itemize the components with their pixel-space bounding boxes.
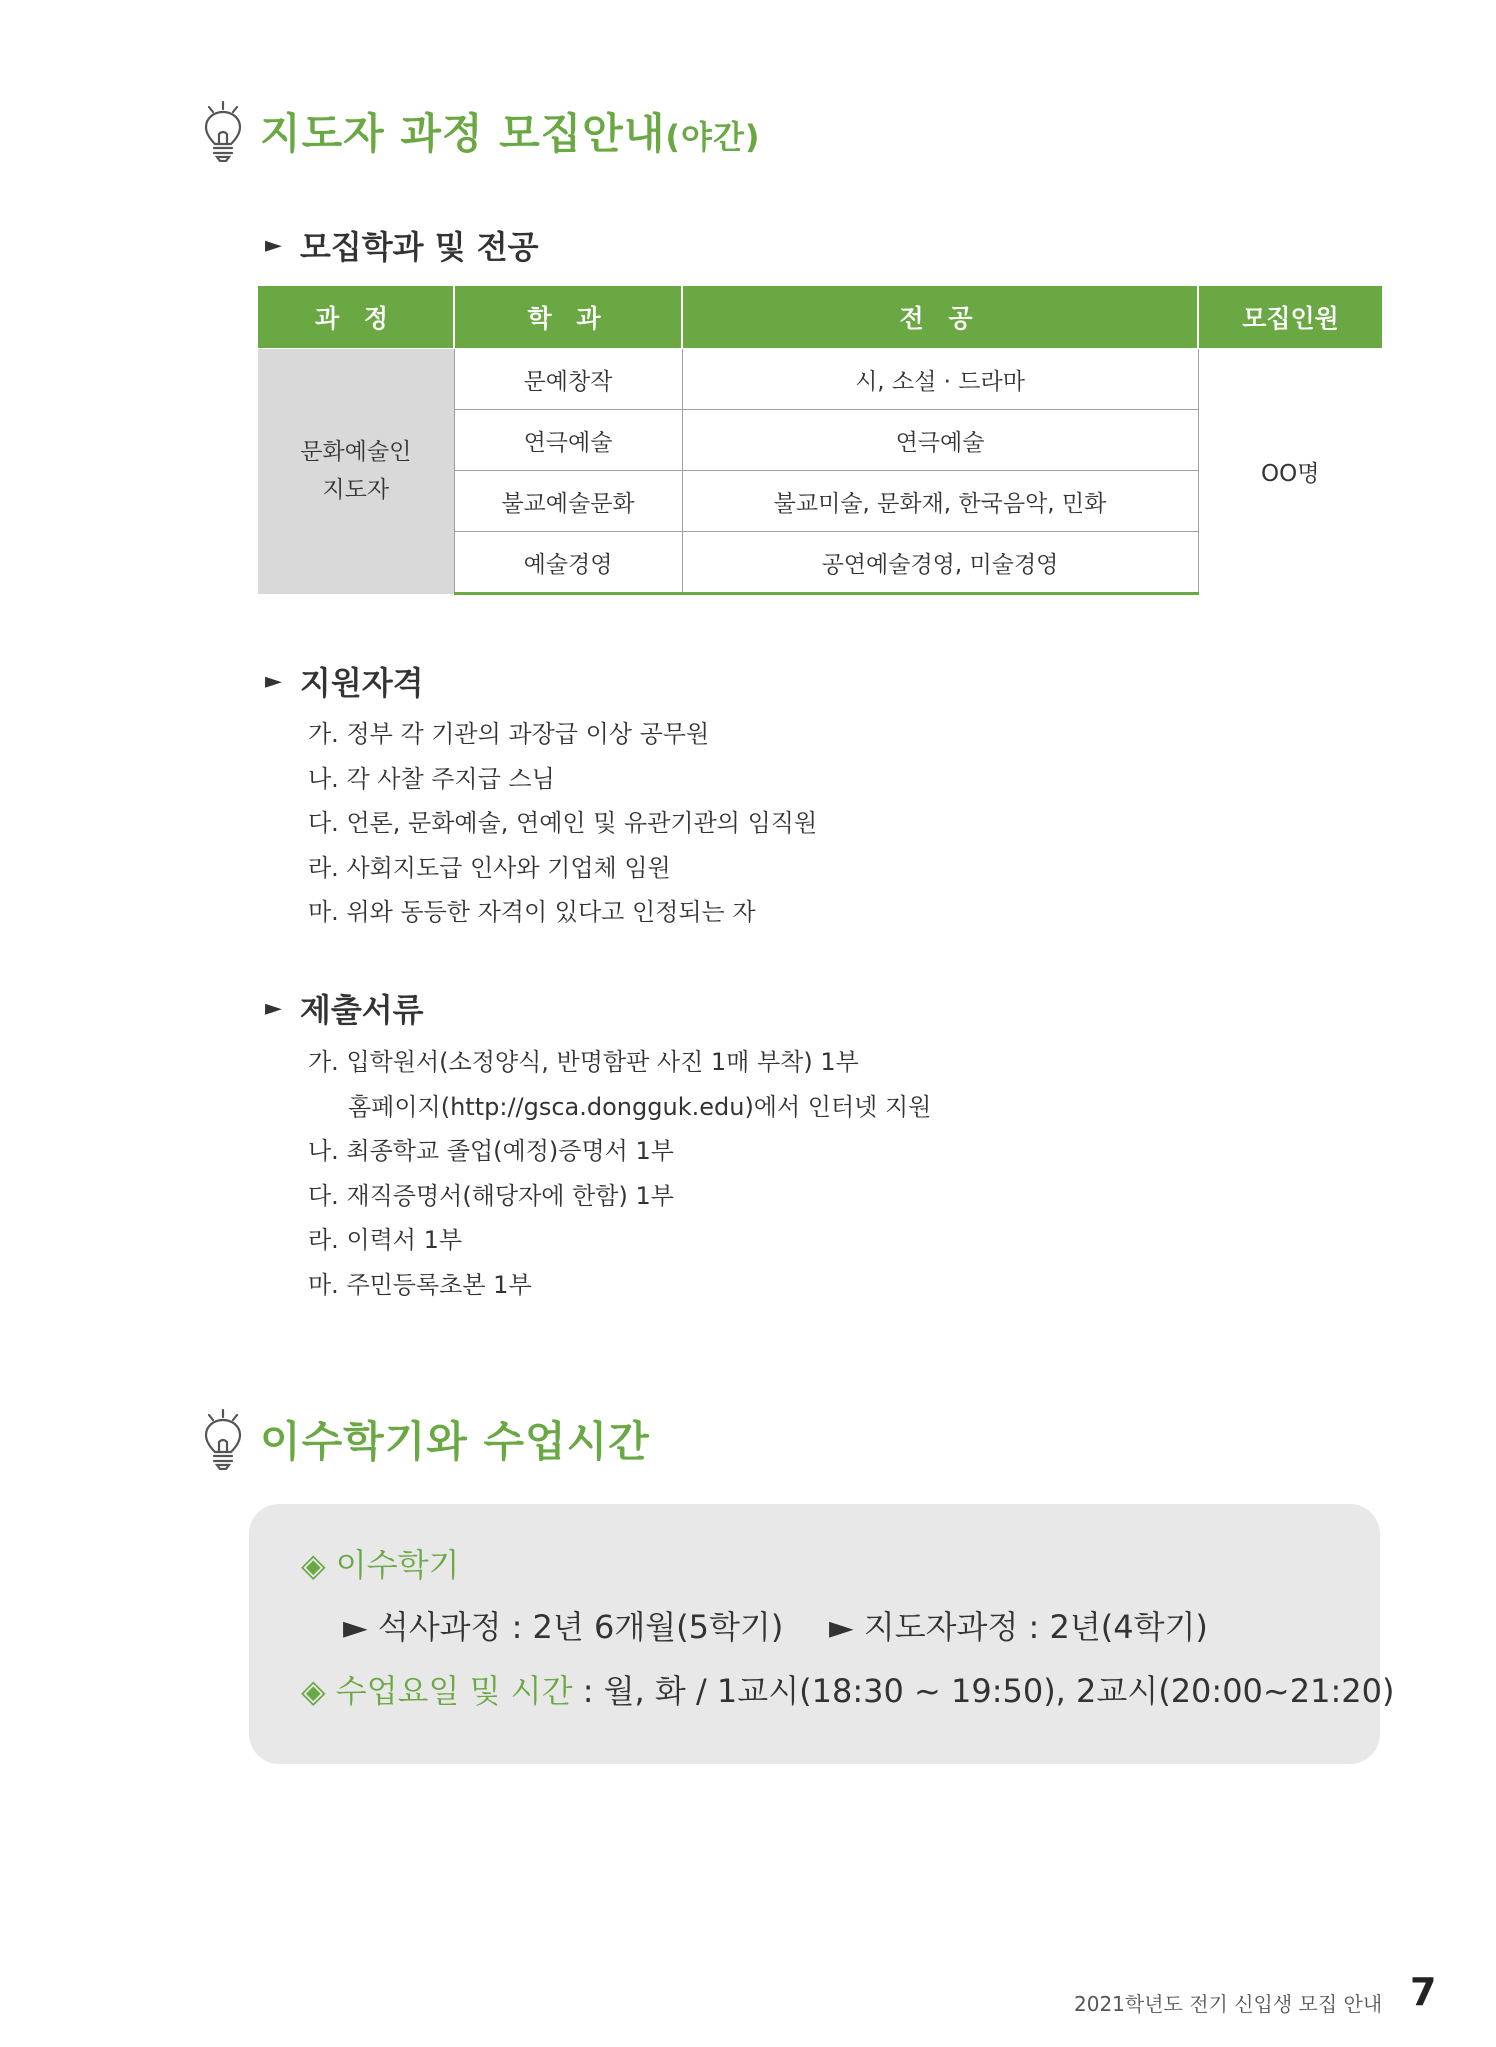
column-header-major: 전 공 [682,286,1198,349]
list-item: 마. 주민등록초본 1부 [308,1270,532,1299]
count-cell: OO명 [1198,349,1382,594]
major-cell: 공연예술경영, 미술경영 [682,532,1198,594]
course-cell: 문화예술인 지도자 [258,349,454,594]
list-item: 가. 입학원서(소정양식, 반명함판 사진 1매 부착) 1부 [308,1048,859,1076]
arrow-right-icon: ► [265,995,282,1021]
list-item-note: 홈페이지(http://gsca.dongguk.edu)에서 인터넷 지원 [348,1092,932,1121]
semester-label: ◈ 이수학기 [301,1546,460,1584]
qualifications-list [308,712,817,935]
qualifications-heading-label: 지원자격 [299,664,424,702]
leader-semester: ► 지도자과정 : 2년(4학기) [829,1608,1208,1646]
class-time-label: ◈ 수업요일 및 시간 [301,1672,573,1710]
majors-heading-label: 모집학과 및 전공 [299,228,539,266]
table-row [258,349,1382,410]
page-number: 7 [1410,1970,1437,2014]
column-header-department: 학 과 [454,286,682,349]
arrow-right-icon: ► [265,668,282,694]
section-title-leader-course [200,100,760,162]
list-item: 나. 최종학교 졸업(예정)증명서 1부 [308,1137,674,1165]
schedule-box [249,1504,1395,1764]
lightbulb-icon [200,1408,246,1470]
column-header-count: 모집인원 [1198,286,1382,349]
class-time [301,1666,1394,1712]
majors-heading [265,222,539,268]
column-header-course: 과 정 [258,286,454,349]
list-item: 라. 이력서 1부 [308,1226,463,1254]
department-cell: 불교예술문화 [454,471,682,532]
section-title: 지도자 과정 모집안내(야간) [260,109,761,158]
major-cell: 시, 소설 · 드라마 [682,349,1198,410]
qualifications-heading [265,658,424,704]
section-title-schedule [200,1408,650,1470]
list-item: 나. 각 사찰 주지급 스님 [308,764,555,793]
documents-heading-label: 제출서류 [299,991,424,1029]
list-item: 가. 정부 각 기관의 과장급 이상 공무원 [308,720,710,748]
list-item: 마. 위와 동등한 자격이 있다고 인정되는 자 [308,898,756,926]
masters-semester: ► 석사과정 : 2년 6개월(5학기) [343,1608,784,1646]
department-cell: 예술경영 [454,532,682,594]
major-cell: 불교미술, 문화재, 한국음악, 민화 [682,471,1198,532]
major-cell: 연극예술 [682,410,1198,471]
list-item: 라. 사회지도급 인사와 기업체 임원 [308,853,671,882]
footer-text: 2021학년도 전기 신입생 모집 안내 [1074,1992,1383,2016]
class-time-value: : 월, 화 / 1교시(18:30 ~ 19:50), 2교시(20:00~21:20) [572,1672,1395,1710]
documents-list [308,1040,931,1307]
department-cell: 연극예술 [454,410,682,471]
department-cell: 문예창작 [454,349,682,410]
arrow-right-icon: ► [265,232,282,258]
lightbulb-icon [200,100,246,162]
documents-heading [265,985,424,1031]
list-item: 다. 언론, 문화예술, 연예인 및 유관기관의 임직원 [308,809,818,837]
section-title: 이수학기와 수업시간 [260,1417,650,1466]
majors-table [258,286,1382,595]
table-header-row [258,286,1382,349]
list-item: 다. 재직증명서(해당자에 한함) 1부 [308,1181,674,1210]
